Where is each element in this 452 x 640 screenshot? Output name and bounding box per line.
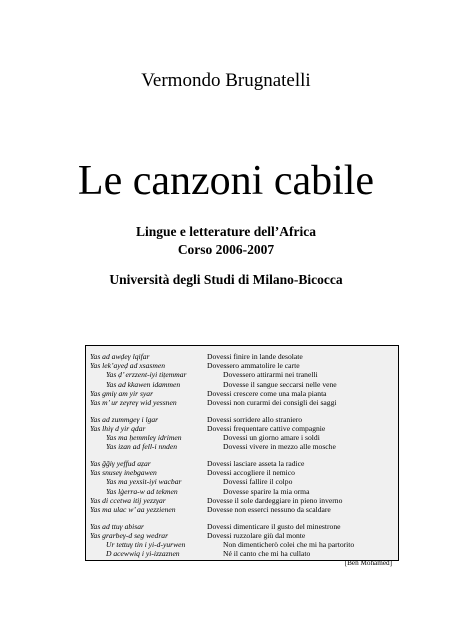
- berber-verse: Yas grarbeγ-d seg wedrar: [90, 530, 169, 540]
- poem-stanzas: [90, 352, 394, 559]
- italian-translation: Dovessi finire in lande desolate: [207, 352, 303, 361]
- university-name: Università degli Studi di Milano-Bicocca: [109, 272, 343, 287]
- document-title: Le canzoni cabile: [77, 158, 375, 204]
- poem-box: [85, 345, 399, 567]
- poem-stanza: [90, 522, 394, 559]
- berber-verse: Yas izan ad fell-i nnden: [106, 442, 178, 452]
- poem-line: [90, 459, 394, 468]
- poem-line: [90, 424, 394, 433]
- berber-verse: Yas ḍ’ erzzent-iyi tiṭemmar: [106, 370, 187, 380]
- berber-verse: Yas ad zummgeγ i lgar: [90, 414, 159, 424]
- italian-translation: Dovesse non esserci nessuno da scaldare: [207, 505, 331, 515]
- berber-verse: Yas lġerra-w ad tekmen: [106, 486, 178, 496]
- italian-translation: Dovessi non curarmi dei consigli dei saggi: [207, 398, 337, 408]
- poem-line: [90, 477, 394, 486]
- berber-verse: Ur tettuγ tin i yi-d-yurwen: [106, 540, 186, 550]
- poem-line: [90, 522, 394, 531]
- poem-line: [90, 549, 394, 558]
- poem-line: [90, 370, 394, 379]
- berber-verse: Yas ma ulac w’ aa yezzienen: [90, 505, 176, 515]
- berber-verse: Yas lek’ayeḍ ad xsasmen: [90, 361, 166, 371]
- italian-translation: Dovessero ammatolire le carte: [207, 361, 300, 371]
- italian-translation: Né il canto che mi ha cullato: [223, 549, 311, 559]
- berber-verse: Yas lhiγ d yir qdar: [90, 423, 146, 433]
- italian-translation: Dovessi un giorno amare i soldi: [223, 433, 320, 443]
- italian-translation: Dovessi dimenticare il gusto del minestrone: [207, 521, 341, 531]
- berber-verse: Yas ğğiγ yeffud aẓar: [90, 459, 151, 469]
- italian-translation: Dovessi frequentare cattive compagnie: [207, 423, 326, 433]
- italian-translation: Dovessi sorridere allo straniero: [207, 414, 303, 424]
- berber-verse: Yas ma ḥemmleγ idrimen: [106, 433, 182, 443]
- italian-translation: Dovessi ruzzolare giù dal monte: [207, 530, 306, 540]
- author-name: Vermondo Brugnatelli: [141, 70, 311, 91]
- poem-line: [90, 380, 394, 389]
- poem-line: [90, 352, 394, 361]
- poem-line: [90, 361, 394, 370]
- poem-line: [90, 540, 394, 549]
- poem-stanza: [90, 352, 394, 407]
- italian-translation: Dovesse sparire la mia orma: [223, 486, 310, 496]
- italian-translation: Dovessi accogliere il nemico: [207, 468, 295, 478]
- italian-translation: Dovesse il sole dardeggiare in pieno inverno: [207, 495, 343, 505]
- berber-verse: Yas snuseγ inebgawen: [90, 468, 157, 478]
- poem-stanza: [90, 415, 394, 452]
- poem-source: [Ben Mohamed]: [344, 558, 392, 567]
- italian-translation: Dovessi fallire il colpo: [223, 477, 293, 487]
- poem-line: [90, 389, 394, 398]
- italian-translation: Dovesse il sangue seccarsi nelle vene: [223, 379, 337, 389]
- subtitle-course-name: Lingue e letterature dell’Africa: [135, 224, 317, 239]
- poem-line: [90, 487, 394, 496]
- italian-translation: Non dimenticherò colei che mi ha partorito: [223, 540, 355, 550]
- berber-verse: Yas ad ttuγ abisar: [90, 521, 144, 531]
- berber-verse: Yas ad kkawen idammen: [106, 379, 181, 389]
- berber-verse: D acewwiq i yi-izzaznen: [106, 549, 180, 559]
- subtitle-block: [0, 223, 452, 259]
- italian-translation: Dovessi crescere come una mala pianta: [207, 388, 327, 398]
- italian-translation: Dovessi vivere in mezzo alle mosche: [223, 442, 336, 452]
- poem-line: [90, 433, 394, 442]
- berber-verse: Yas di ccetwa itij yezzγar: [90, 495, 166, 505]
- poem-line: [90, 415, 394, 424]
- berber-verse: Yas gmiγ am yir syar: [90, 388, 154, 398]
- subtitle-course-year: Corso 2006-2007: [177, 242, 275, 257]
- poem-line: [90, 442, 394, 451]
- poem-line: [90, 468, 394, 477]
- italian-translation: Dovessero attirarmi nei tranelli: [223, 370, 318, 380]
- poem-stanza: [90, 459, 394, 514]
- poem-line: [90, 496, 394, 505]
- poem-line: [90, 531, 394, 540]
- berber-verse: Yas ad awḍeγ lqifar: [90, 352, 150, 361]
- poem-line: [90, 505, 394, 514]
- poem-line: [90, 398, 394, 407]
- berber-verse: Yas ma yexsit-iyi wacbar: [106, 477, 182, 487]
- italian-translation: Dovessi lasciare asseta la radice: [207, 459, 305, 469]
- berber-verse: Yas m’ ur zeγreγ wid yessnen: [90, 398, 177, 408]
